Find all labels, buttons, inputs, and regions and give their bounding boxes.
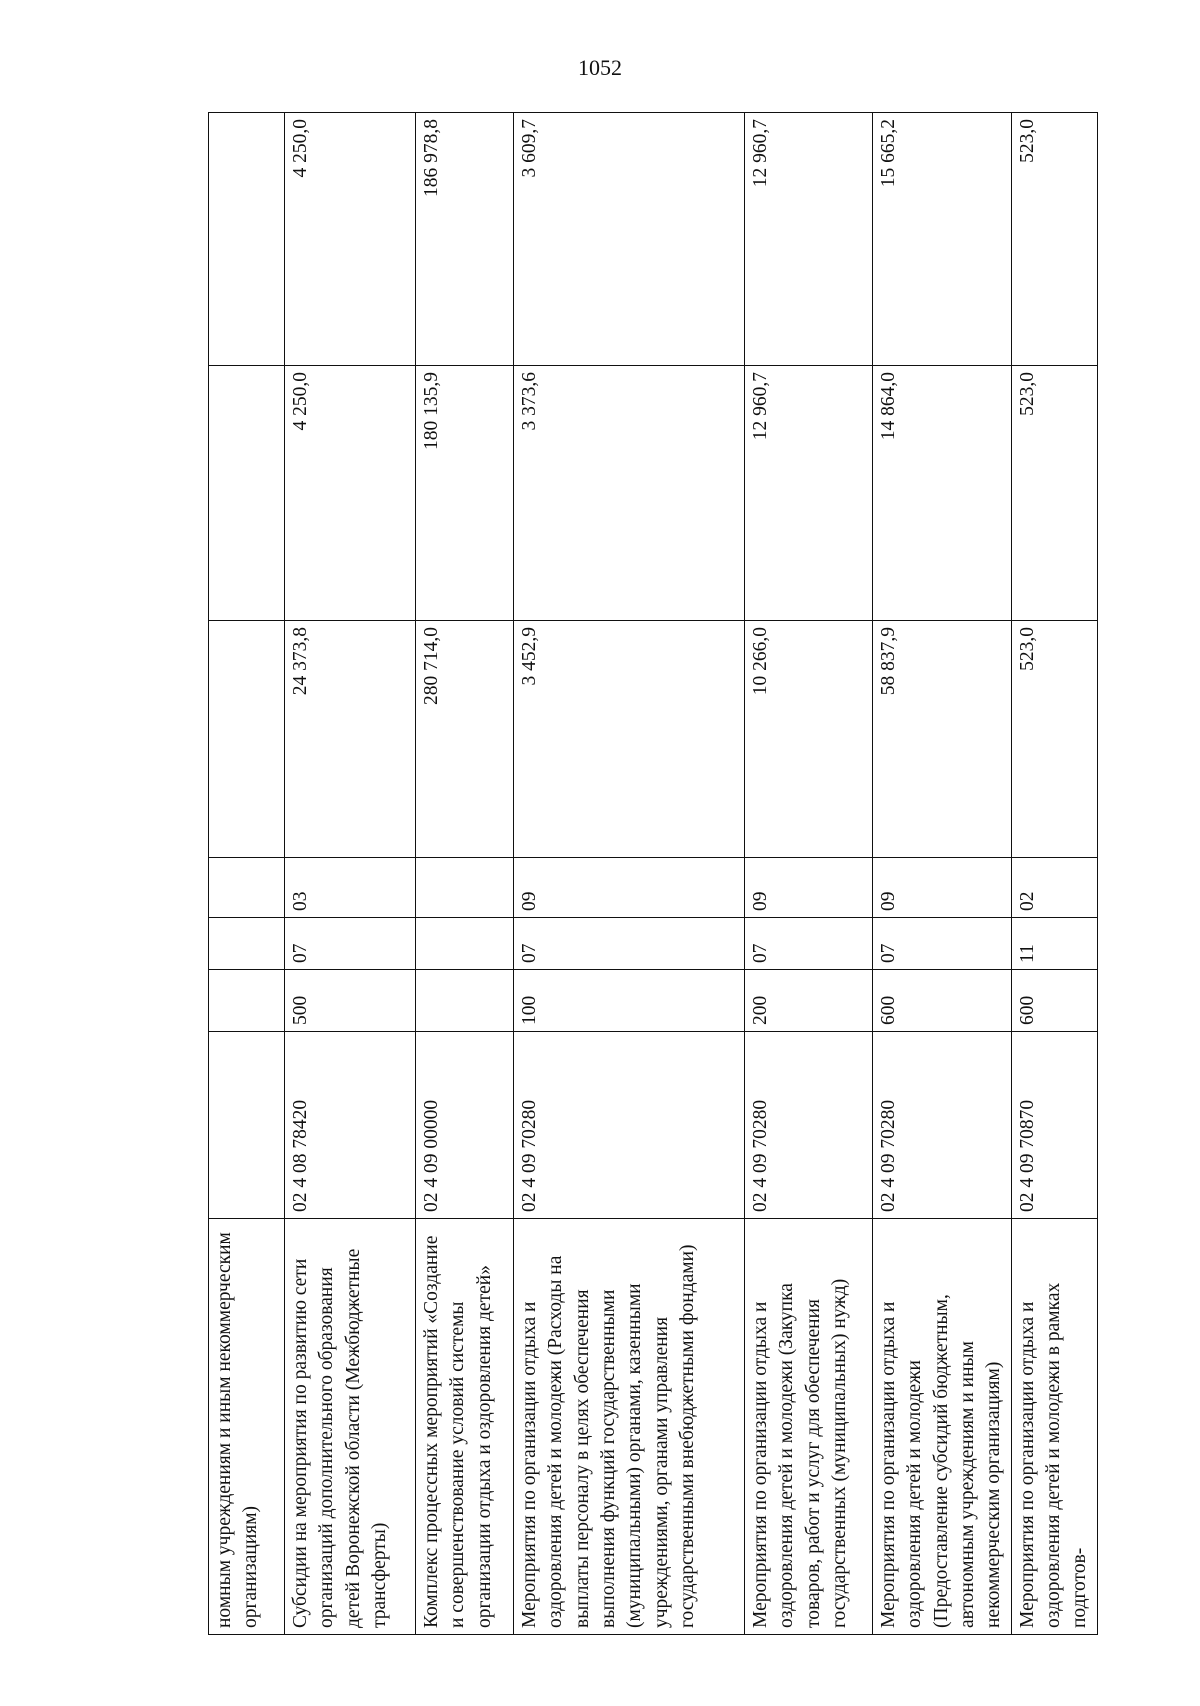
row-code: 02 4 09 00000 [416, 1032, 514, 1219]
row-subsection: 09 [745, 858, 873, 918]
row-value-2: 180 135,9 [416, 366, 514, 621]
page-number: 1052 [578, 55, 622, 80]
row-value-3: 4 250,0 [285, 113, 416, 366]
row-value-2: 523,0 [1011, 366, 1097, 621]
row-value-1: 58 837,9 [873, 621, 1012, 858]
row-section [209, 918, 285, 970]
row-value-1 [209, 621, 285, 858]
row-expense-type: 200 [745, 970, 873, 1032]
row-value-2: 3 373,6 [514, 366, 745, 621]
row-name: Мероприятия по организации отдыха и оздоровления детей и молодежи в рамках подготов- [1011, 1219, 1097, 1635]
row-subsection: 02 [1011, 858, 1097, 918]
row-value-3: 186 978,8 [416, 113, 514, 366]
row-value-3 [209, 113, 285, 366]
row-name: Субсидии на мероприятия по развитию сети организаций дополнительного образования детей Воронежской области (Межбюджетные трансферты) [285, 1219, 416, 1635]
row-subsection: 09 [873, 858, 1012, 918]
row-name: Мероприятия по организации отдыха и оздоровления детей и молодежи (Предоставление субсидий бюджетным, автономным учреждениям и иным некоммерческим организациям) [873, 1219, 1012, 1635]
row-value-2 [209, 366, 285, 621]
row-code [209, 1032, 285, 1219]
table-row [1011, 113, 1097, 1635]
row-value-1: 24 373,8 [285, 621, 416, 858]
table-row [873, 113, 1012, 1635]
row-subsection: 03 [285, 858, 416, 918]
row-expense-type: 600 [873, 970, 1012, 1032]
row-value-2: 14 864,0 [873, 366, 1012, 621]
row-code: 02 4 09 70280 [745, 1032, 873, 1219]
table-row [514, 113, 745, 1635]
table-row [209, 113, 285, 1635]
row-section: 07 [873, 918, 1012, 970]
table-row [416, 113, 514, 1635]
table-row [745, 113, 873, 1635]
table-row [285, 113, 416, 1635]
row-value-2: 4 250,0 [285, 366, 416, 621]
row-code: 02 4 09 70280 [514, 1032, 745, 1219]
row-name: Мероприятия по организации отдыха и оздоровления детей и молодежи (Закупка товаров, работ и услуг для обеспечения государственных (муниципальных) нужд) [745, 1219, 873, 1635]
row-code: 02 4 08 78420 [285, 1032, 416, 1219]
row-name: Комплекс процессных мероприятий «Создание и совершенствование условий системы организации отдыха и оздоровления детей» [416, 1219, 514, 1635]
row-expense-type [416, 970, 514, 1032]
row-subsection [416, 858, 514, 918]
row-name: номным учреждениям и иным некоммерческим организациям) [209, 1219, 285, 1635]
row-code: 02 4 09 70870 [1011, 1032, 1097, 1219]
row-subsection [209, 858, 285, 918]
budget-table [208, 112, 1098, 1635]
row-expense-type: 500 [285, 970, 416, 1032]
row-expense-type: 600 [1011, 970, 1097, 1032]
row-value-1: 10 266,0 [745, 621, 873, 858]
row-section: 07 [285, 918, 416, 970]
rotated-table-container [208, 113, 1091, 1635]
row-section: 11 [1011, 918, 1097, 970]
row-expense-type: 100 [514, 970, 745, 1032]
row-value-2: 12 960,7 [745, 366, 873, 621]
row-section [416, 918, 514, 970]
row-subsection: 09 [514, 858, 745, 918]
row-value-3: 523,0 [1011, 113, 1097, 366]
row-value-3: 12 960,7 [745, 113, 873, 366]
row-value-1: 523,0 [1011, 621, 1097, 858]
row-code: 02 4 09 70280 [873, 1032, 1012, 1219]
row-value-3: 3 609,7 [514, 113, 745, 366]
row-name: Мероприятия по организации отдыха и оздоровления детей и молодежи (Расходы на выплаты персоналу в целях обеспечения выполнения функций государственными (муниципальными) органами, казенными учреждениями, органами управления государственными внебюджетными фондами) [514, 1219, 745, 1635]
row-value-3: 15 665,2 [873, 113, 1012, 366]
row-value-1: 3 452,9 [514, 621, 745, 858]
row-section: 07 [745, 918, 873, 970]
row-expense-type [209, 970, 285, 1032]
row-section: 07 [514, 918, 745, 970]
row-value-1: 280 714,0 [416, 621, 514, 858]
